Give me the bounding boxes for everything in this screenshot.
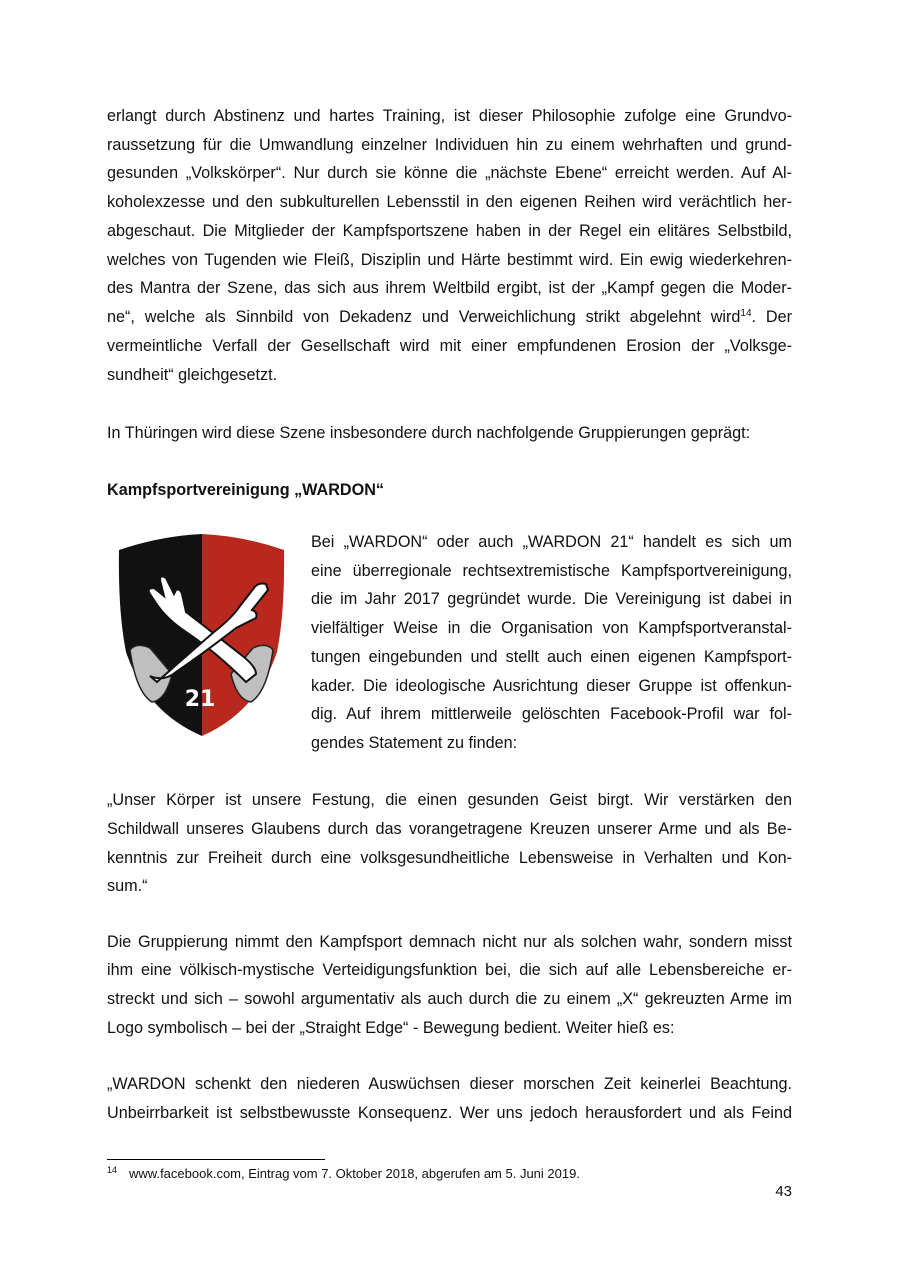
- quote-line: Schildwall unseres Glaubens durch das vorangetragene Kreuzen unserer Arme und als Be-: [107, 820, 792, 838]
- paragraph-line: sundheit“ gleichgesetzt.: [107, 366, 278, 384]
- wardon-text-line: kader. Die ideologische Ausrichtung dieser Gruppe ist offenkun-: [311, 677, 792, 695]
- footnote-number: 14: [107, 1165, 118, 1175]
- footnote-reference[interactable]: 14: [740, 308, 752, 319]
- quote-line: Unbeirrbarkeit ist selbstbewusste Konsequenz. Wer uns jedoch herausfordert und als Feind: [107, 1104, 792, 1122]
- paragraph-line: gesunden „Volkskörper“. Nur durch sie könne die „nächste Ebene“ erreicht werden. Auf Al-: [107, 164, 792, 182]
- wardon-shield-emblem: [116, 532, 287, 738]
- paragraph-line: vermeintliche Verfall der Gesellschaft wird mit einer empfundenen Erosion der „Volksge-: [107, 337, 792, 355]
- footnote-text: www.facebook.com, Eintrag vom 7. Oktober 2018, abgerufen am 5. Juni 2019.: [129, 1166, 580, 1181]
- section-heading: Kampfsportvereinigung „WARDON“: [107, 481, 384, 499]
- quote-line: sum.“: [107, 877, 148, 895]
- paragraph-line: abgeschaut. Die Mitglieder der Kampfsportszene haben in der Regel ein elitäres Selbstbild,: [107, 222, 792, 240]
- paragraph-text: ne“, welche als Sinnbild von Dekadenz und Verweichlichung strikt abgelehnt wird: [107, 308, 741, 326]
- wardon-text-line: gendes Statement zu finden:: [311, 734, 518, 752]
- paragraph-line: ihm eine völkisch-mystische Verteidigungsfunktion bei, die sich auf alle Lebensbereiche er-: [107, 961, 792, 979]
- footnote: [107, 1166, 580, 1182]
- paragraph-line: erlangt durch Abstinenz und hartes Training, ist dieser Philosophie zufolge eine Grundvo-: [107, 107, 792, 125]
- paragraph-line: Die Gruppierung nimmt den Kampfsport demnach nicht nur als solchen wahr, sondern misst: [107, 933, 792, 951]
- paragraph-line: raussetzung für die Umwandlung einzelner Individuen hin zu einem wehrhaften und grund-: [107, 136, 792, 154]
- wardon-logo: [116, 532, 287, 738]
- paragraph-line: welches von Tugenden wie Fleiß, Disziplin und Härte bestimmt wird. Ein ewig wiederkehren-: [107, 251, 792, 269]
- paragraph-line: streckt und sich – sowohl argumentativ als auch durch die zu einem „X“ gekreuzten Arme im: [107, 990, 792, 1008]
- wardon-text-line: vielfältiger Weise in die Organisation von Kampfsportveranstal-: [311, 619, 792, 637]
- paragraph-line: Logo symbolisch – bei der „Straight Edge“ - Bewegung bedient. Weiter hieß es:: [107, 1019, 675, 1037]
- paragraph-line: koholexzesse und den subkulturellen Lebensstil in den eigenen Reihen wird verächtlich her-: [107, 193, 792, 211]
- wardon-text-line: tungen eingebunden und stellt auch einen eigenen Kampfsport-: [311, 648, 792, 666]
- wardon-text-line: die im Jahr 2017 gegründet wurde. Die Vereinigung ist dabei in: [311, 590, 792, 608]
- logo-number: 21: [184, 687, 216, 712]
- quote-line: „Unser Körper ist unsere Festung, die einen gesunden Geist birgt. Wir verstärken den: [107, 791, 792, 809]
- paragraph-line-with-footnote-ref: [107, 307, 792, 327]
- quote-line: „WARDON schenkt den niederen Auswüchsen dieser morschen Zeit keinerlei Beachtung.: [107, 1075, 792, 1093]
- quote-line: kenntnis zur Freiheit durch eine volksgesundheitliche Lebensweise in Verhalten und Kon-: [107, 849, 792, 867]
- wardon-text-line: Bei „WARDON“ oder auch „WARDON 21“ handelt es sich um: [311, 533, 792, 551]
- intro-line: In Thüringen wird diese Szene insbesondere durch nachfolgende Gruppierungen geprägt:: [107, 424, 751, 442]
- paragraph-line: des Mantra der Szene, das sich aus ihrem Weltbild ergibt, ist der „Kampf gegen die Moder-: [107, 279, 792, 297]
- wardon-text-line: dig. Auf ihrem mittlerweile gelöschten Facebook-Profil war fol-: [311, 705, 792, 723]
- paragraph-text: . Der: [751, 308, 792, 326]
- page-number: 43: [775, 1183, 792, 1200]
- wardon-text-line: eine überregionale rechtsextremistische Kampfsportvereinigung,: [311, 562, 792, 580]
- footnote-separator: [107, 1159, 325, 1160]
